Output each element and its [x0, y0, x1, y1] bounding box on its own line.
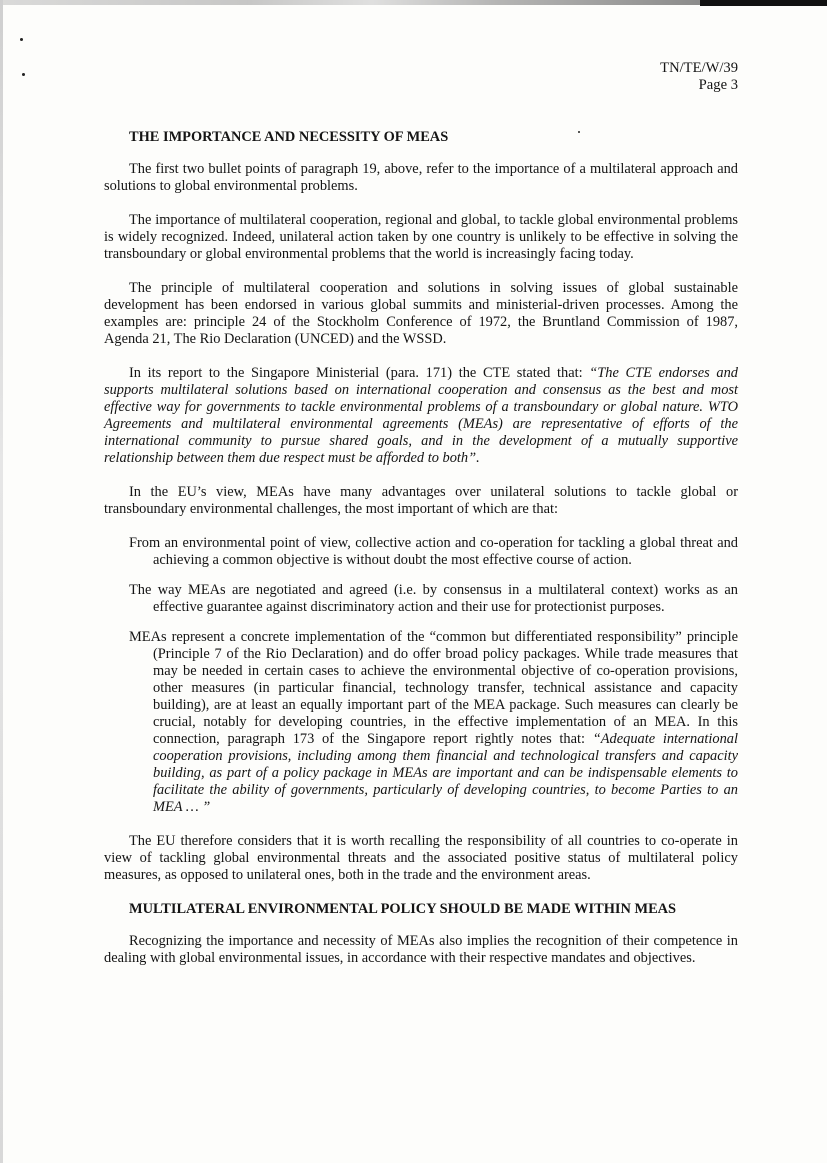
section-heading: MULTILATERAL ENVIRONMENTAL POLICY SHOULD BE MADE WITHIN MEAS [129, 901, 677, 917]
scan-artifact-top-dark [700, 0, 827, 6]
page-number: Page 3 [698, 77, 738, 93]
body-paragraph: The first two bullet points of paragraph 19, above, refer to the importance of a multilateral approach and solutions to global environmental problems. [104, 161, 738, 194]
body-paragraph: The EU therefore considers that it is worth recalling the responsibility of all countries to co-operate in view of tackling global environmental threats and the associated positive status of multilateral policy measures, as opposed to unilateral ones, both in the trade and the environment areas. [104, 833, 738, 883]
cte-quote-paragraph [104, 365, 738, 467]
singapore-quote: “Adequate international cooperation provisions, including among them financial and technological transfers and capacity building, as part of a policy package in MEAs are important and can be indispensable elements to facilitate the ability of governments, particularly of developing countries, to become Parties to an MEA … ” [153, 731, 738, 815]
list-item: From an environmental point of view, collective action and co-operation for tackling a global threat and achieving a common objective is without doubt the most effective course of action. [129, 535, 738, 568]
list-item-text: MEAs represent a concrete implementation of the “common but differentiated responsibility” principle (Principle 7 of the Rio Declaration) and do offer broad policy packages. While trade measures that may be needed in certain cases to achieve the environmental objective of co-operation provisions, other measures (in particular financial, technology transfer, technical assistance and capacity building), are at least an equally important part of the MEA package. Such measures can clearly be crucial, notably for developing countries, in the effective implementation of an MEA. In this connection, paragraph 173 of the Singapore report rightly notes that: [129, 629, 738, 747]
document-reference: TN/TE/W/39 [660, 60, 738, 76]
body-paragraph: Recognizing the importance and necessity of MEAs also implies the recognition of their competence in dealing with global environmental issues, in accordance with their respective mandates and objectives. [104, 933, 738, 966]
scan-speck [22, 73, 25, 76]
document-header [660, 60, 738, 94]
cte-quote: “The CTE endorses and supports multilateral solutions based on international cooperation and consensus as the best and most effective way for governments to tackle environmental problems of a transboundary or global nature. WTO Agreements and multilateral environmental agreements (MEAs) are representative of efforts of the international community to pursue shared goals, and in the development of a mutually supportive relationship between them due respect must be afforded to both”. [104, 365, 738, 466]
scan-artifact-left-edge [0, 0, 3, 1163]
body-paragraph: The principle of multilateral cooperation and solutions in solving issues of global sustainable development has been endorsed in various global summits and ministerial-driven processes. Among the examples are: principle 24 of the Stockholm Conference of 1972, the Bruntland Commission of 1987, Agenda 21, The Rio Declaration (UNCED) and the WSSD. [104, 280, 738, 347]
section-heading: THE IMPORTANCE AND NECESSITY OF MEAS [129, 129, 449, 145]
document-body [104, 129, 738, 984]
body-paragraph: In the EU’s view, MEAs have many advantages over unilateral solutions to tackle global or transboundary environmental challenges, the most important of which are that: [104, 484, 738, 517]
scan-speck [20, 38, 23, 41]
cte-lead: In its report to the Singapore Ministerial (para. 171) the CTE stated that: [129, 365, 583, 381]
list-item: The way MEAs are negotiated and agreed (i.e. by consensus in a multilateral context) works as an effective guarantee against discriminatory action and their use for protectionist purposes. [129, 582, 738, 615]
list-item [129, 629, 738, 816]
body-paragraph: The importance of multilateral cooperation, regional and global, to tackle global environmental problems is widely recognized. Indeed, unilateral action taken by one country is unlikely to be effective in solving the transboundary or global environmental problems that the world is increasingly facing today. [104, 212, 738, 262]
